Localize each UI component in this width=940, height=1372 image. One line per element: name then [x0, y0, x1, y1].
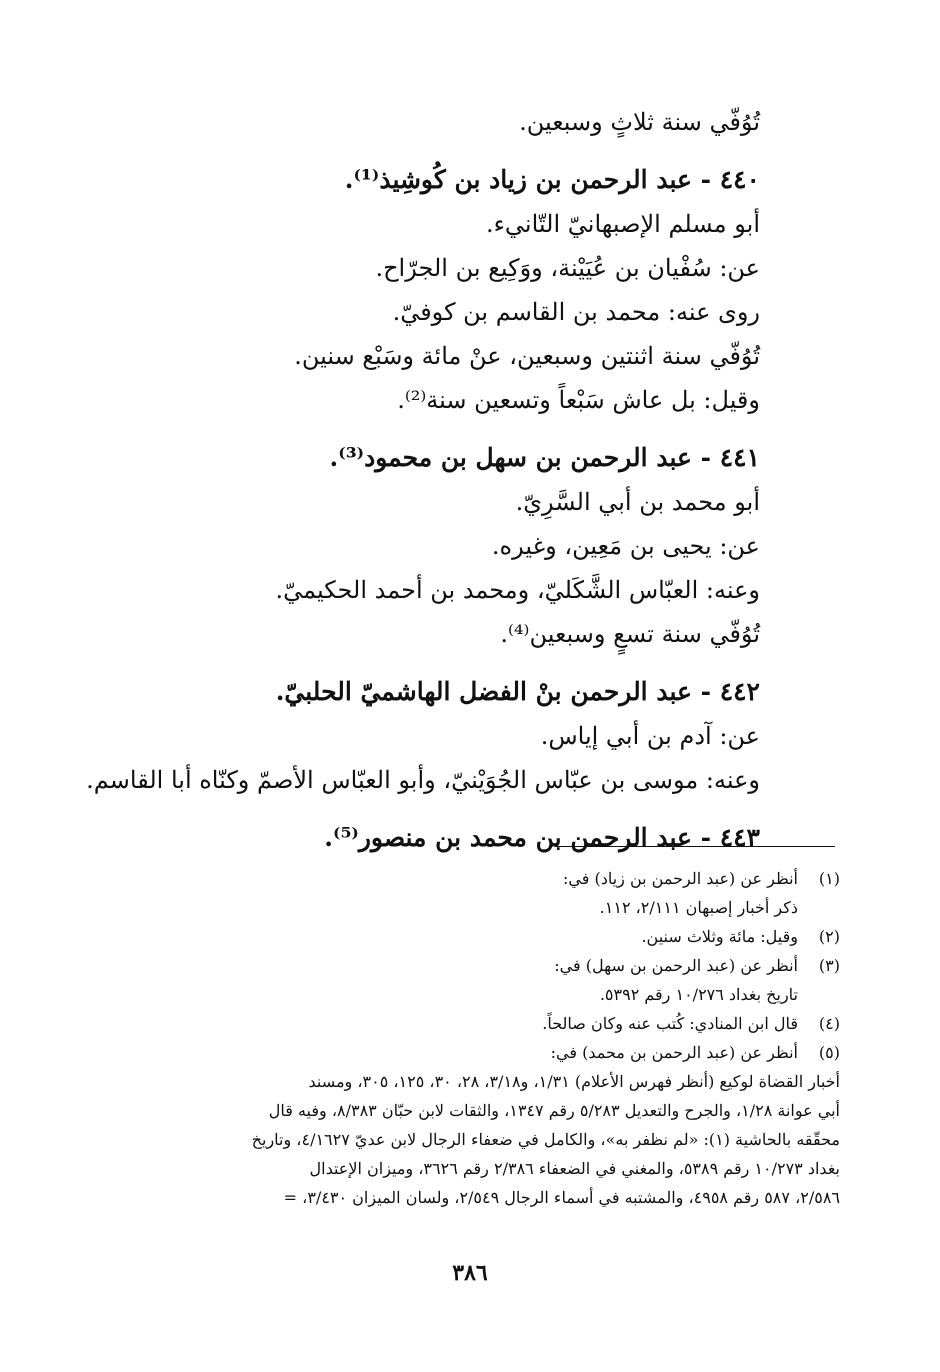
- footnote-number: (١): [818, 869, 840, 888]
- footnote-4: [95, 1009, 840, 1038]
- footnote-text: قال ابن المنادي: كُتب عنه وكان صالحاً.: [542, 1014, 798, 1033]
- footnote-text: أنظر عن (عبد الرحمن بن زياد) في:: [562, 869, 798, 888]
- footnote-number: (٤): [818, 1014, 840, 1033]
- page-number: ٣٨٦: [452, 1260, 488, 1286]
- footnote-number: (٥): [818, 1043, 840, 1062]
- footnote-number: (٣): [818, 956, 840, 975]
- text-line: أبو مسلم الإصبهانيّ التّانيء.: [486, 210, 760, 238]
- text-line: عن: يحيى بن مَعِين، وغيره.: [491, 532, 760, 560]
- footnote-text: أنظر عن (عبد الرحمن بن محمد) في:: [550, 1043, 798, 1062]
- text-line: وعنه: موسى بن عبّاس الجُوَيْنيّ، وأبو العبّاس الأصمّ وكنّاه أبا القاسم.: [86, 766, 760, 794]
- text-line: عن: سُفْيان بن عُيَيْنة، ووَكِيع بن الجرّاح.: [375, 254, 760, 282]
- text-line: تُوُفّي سنة تسعٍ وسبعين⁽⁴⁾.: [500, 620, 760, 648]
- footnote-2: [95, 922, 840, 951]
- footnote-5: [95, 1038, 840, 1067]
- entry-heading-441: ٤٤١ - عبد الرحمن بن سهل بن محمود⁽³⁾.: [329, 443, 760, 472]
- text-line: وعنه: العبّاس الشَّكَليّ، ومحمد بن أحمد الحكيميّ.: [275, 576, 760, 604]
- footnote-subline: ذكر أخبار إصبهان ٢/١١١، ١١٢.: [599, 898, 798, 917]
- footnote-5-line: بغداد ١٠/٢٧٣ رقم ٥٣٨٩، والمغني في الضعفاء ٢/٣٨٦ رقم ٣٦٢٦، وميزان الإعتدال: [309, 1159, 840, 1178]
- footnote-5-line: أبي عوانة ١/٢٨، والجرح والتعديل ٥/٢٨٣ رقم ١٣٤٧، والثقات لابن حبّان ٨/٣٨٣، وفيه قال: [268, 1101, 840, 1120]
- entry-heading-442: ٤٤٢ - عبد الرحمن بنْ الفضل الهاشميّ الحلبيّ.: [275, 677, 760, 706]
- text-line: عن: آدم بن أبي إياس.: [540, 722, 760, 750]
- footnote-5-line: أخبار القضاة لوكيع (أنظر فهرس الأعلام) ١/٣١، و٣/١٨، ٢٨، ٣٠، ١٢٥، ٣٠٥، ومسند: [308, 1072, 840, 1091]
- main-text: [86, 100, 760, 860]
- text-line: تُوُفّي سنة اثنتين وسبعين، عنْ مائة وسَبْع سنين.: [294, 342, 760, 370]
- footnote-1: [95, 864, 840, 893]
- entry-heading-443: ٤٤٣ - عبد الرحمن بن محمد بن منصور⁽⁵⁾.: [324, 823, 760, 852]
- footnotes: [95, 864, 840, 1212]
- footnote-divider: [555, 846, 835, 847]
- text-line: تُوُفّي سنة ثلاثٍ وسبعين.: [519, 108, 760, 136]
- footnote-subline: تاريخ بغداد ١٠/٢٧٦ رقم ٥٣٩٢.: [599, 985, 798, 1004]
- footnote-number: (٢): [818, 927, 840, 946]
- text-line: وقيل: بل عاش سَبْعاً وتسعين سنة⁽²⁾.: [397, 386, 760, 414]
- footnote-5-line: ٢/٥٨٦، ٥٨٧ رقم ٤٩٥٨، والمشتبه في أسماء الرجال ٢/٥٤٩، ولسان الميزان ٣/٤٣٠، =: [283, 1188, 840, 1207]
- entry-heading-440: ٤٤٠ - عبد الرحمن بن زياد بن كُوشِيذ⁽¹⁾.: [344, 165, 760, 194]
- footnote-text: أنظر عن (عبد الرحمن بن سهل) في:: [554, 956, 798, 975]
- footnote-text: وقيل: مائة وثلاث سنين.: [641, 927, 798, 946]
- footnote-5-line: محقّقه بالحاشية (١): «لم نظفر به»، والكامل في ضعفاء الرجال لابن عديّ ٤/١٦٢٧، وتاريخ: [251, 1130, 840, 1149]
- footnote-3: [95, 951, 840, 980]
- text-line: روى عنه: محمد بن القاسم بن كوفيّ.: [392, 298, 760, 326]
- text-line: أبو محمد بن أبي السَّرِيّ.: [515, 488, 760, 516]
